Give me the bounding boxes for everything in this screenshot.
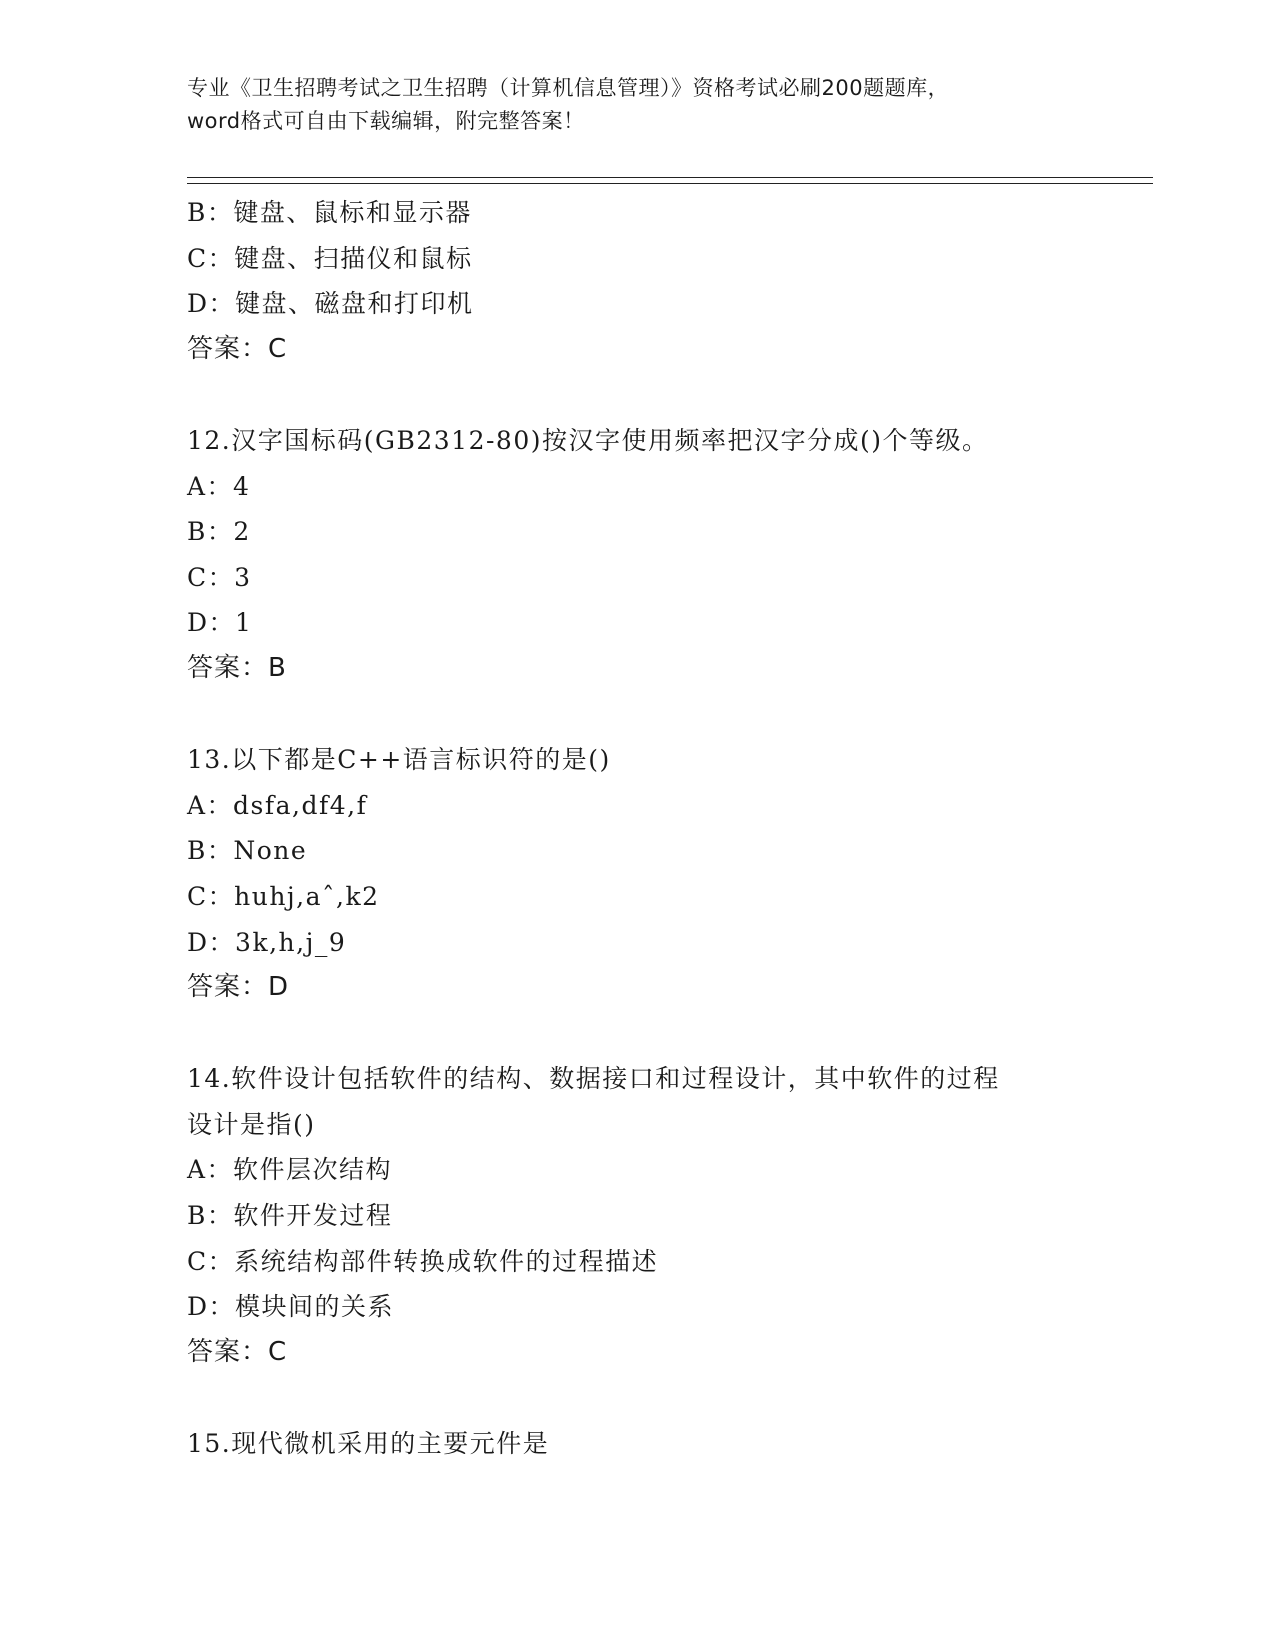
answer-line: 答案：D [187, 972, 290, 1003]
spacer [187, 1375, 1087, 1421]
spacer [187, 692, 1087, 738]
question-block-11 [187, 190, 1087, 372]
question-stem-continued: 设计是指() [187, 1109, 316, 1139]
option-line: B：软件开发过程 [187, 1201, 393, 1231]
spacer [187, 1011, 1087, 1057]
question-block-12 [187, 418, 1087, 692]
option-line: B：键盘、鼠标和显示器 [187, 198, 472, 227]
option-line: C：huhj,aˆ,k2 [187, 881, 380, 911]
answer-line: 答案：C [187, 333, 288, 364]
question-stem: 15.现代微机采用的主要元件是 [187, 1429, 550, 1459]
question-list [187, 190, 1087, 1467]
answer-line: 答案：C [187, 1336, 288, 1367]
header-line-1: 专业《卫生招聘考试之卫生招聘（计算机信息管理）》资格考试必刷200题题库， [187, 76, 950, 100]
option-line: B：None [187, 836, 308, 866]
question-stem: 14.软件设计包括软件的结构、数据接口和过程设计，其中软件的过程 [187, 1064, 1000, 1094]
question-stem: 13.以下都是C++语言标识符的是() [187, 745, 611, 775]
option-line: A：dsfa,df4,f [187, 790, 368, 820]
option-line: B：2 [187, 517, 251, 547]
option-line: C：键盘、扫描仪和鼠标 [187, 243, 473, 273]
option-line: D：3k,h,j_9 [187, 927, 347, 957]
option-line: A：软件层次结构 [187, 1155, 393, 1185]
option-line: D：模块间的关系 [187, 1292, 395, 1322]
answer-line: 答案：B [187, 652, 287, 683]
option-line: D：键盘、磁盘和打印机 [187, 289, 474, 319]
document-header [187, 72, 1087, 138]
header-divider-top [187, 177, 1153, 178]
question-block-13 [187, 737, 1087, 1011]
option-line: C：3 [187, 562, 252, 592]
option-line: C：系统结构部件转换成软件的过程描述 [187, 1246, 659, 1276]
header-line-2: word格式可自由下载编辑，附完整答案！ [187, 109, 585, 133]
option-line: D：1 [187, 608, 253, 638]
question-block-15 [187, 1421, 1087, 1467]
option-line: A：4 [187, 471, 251, 501]
spacer [187, 372, 1087, 418]
header-divider-bottom [187, 183, 1153, 184]
question-block-14 [187, 1056, 1087, 1375]
question-stem: 12.汉字国标码(GB2312-80)按汉字使用频率把汉字分成()个等级。 [187, 425, 989, 455]
